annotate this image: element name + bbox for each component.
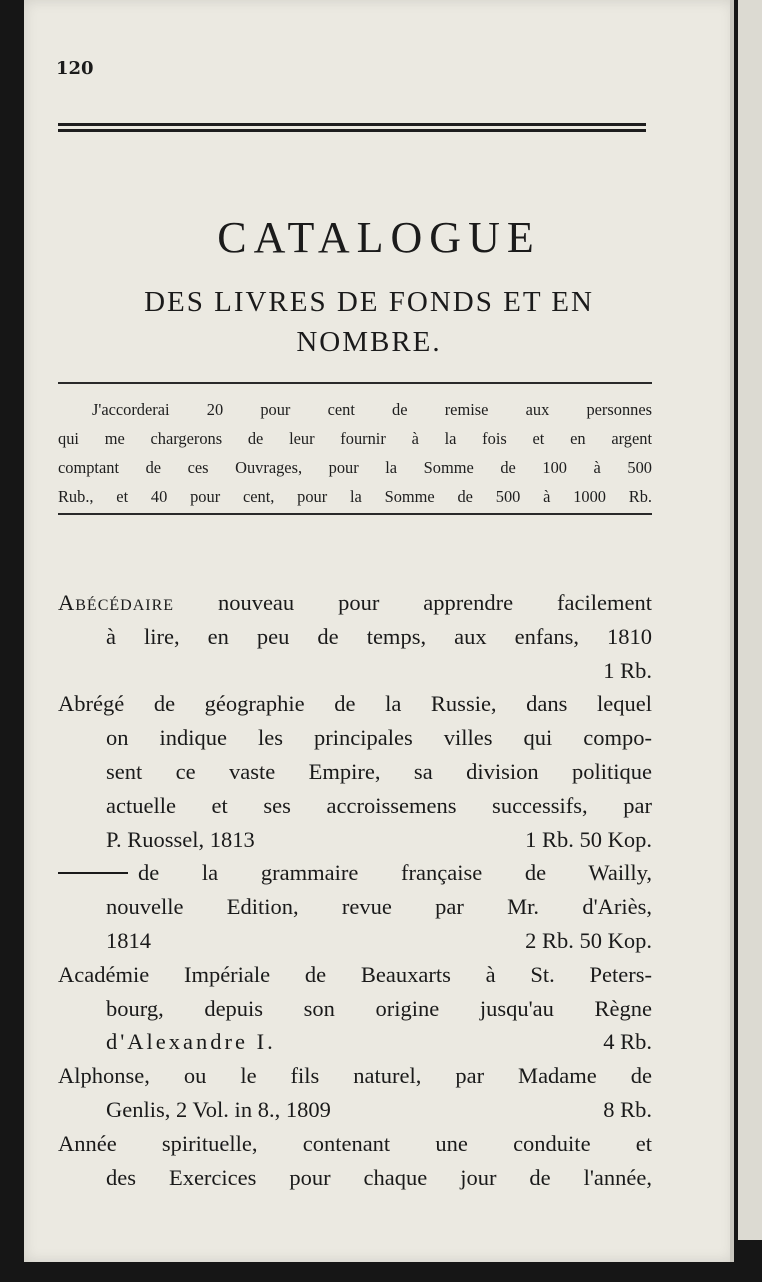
entry-line: bourg, depuis son origine jusqu'au Règne — [106, 995, 652, 1021]
catalogue-subtitle — [54, 282, 684, 362]
notice-line: qui me chargerons de leur fournir à la fois et en argent — [58, 429, 652, 448]
next-page-edge — [738, 0, 762, 1240]
entry-headword: Abécédaire — [58, 590, 175, 615]
discount-notice — [58, 395, 652, 511]
header-double-rule — [58, 123, 646, 132]
entry-first-line: Alphonse, ou le fils naturel, par Madame de — [58, 1063, 652, 1089]
subtitle-line-1: DES LIVRES DE FONDS ET EN — [144, 286, 594, 318]
entry-publication: d'Alexandre I. — [106, 1029, 276, 1055]
page-gutter — [730, 0, 734, 1262]
notice-line: Rub., et 40 pour cent, pour la Somme de 500 à 1000 Rb. — [58, 487, 652, 506]
notice-line: J'accorderai 20 pour cent de remise aux personnes — [92, 400, 652, 419]
catalogue-entry — [58, 1127, 652, 1195]
entry-price: 2 Rb. 50 Kop. — [525, 927, 652, 953]
entry-line: sent ce vaste Empire, sa division politique — [106, 758, 652, 784]
ditto-dash — [58, 872, 128, 874]
entry-first-line: Année spirituelle, contenant une conduite et — [58, 1130, 652, 1156]
entry-line: actuelle et ses accroissemens successifs, par — [106, 792, 652, 818]
catalogue-title: CATALOGUE — [217, 213, 541, 262]
entry-first-line — [58, 586, 652, 620]
entry-publication: P. Ruossel, 1813 — [106, 826, 255, 852]
entry-line: à lire, en peu de temps, aux enfans, 1810 — [106, 623, 652, 649]
entry-first-line — [58, 856, 652, 890]
catalogue-entry — [58, 1059, 652, 1127]
catalogue-entry — [58, 687, 652, 856]
catalogue-entry — [58, 586, 652, 687]
entry-publication: Genlis, 2 Vol. in 8., 1809 — [106, 1096, 331, 1122]
page-number: 120 — [56, 58, 94, 79]
entry-price: 4 Rb. — [603, 1029, 652, 1055]
entry-last-line — [58, 924, 652, 958]
entry-first-line: Académie Impériale de Beauxarts à St. Peters- — [58, 961, 652, 987]
entry-title-text: nouveau pour apprendre facilement — [217, 590, 652, 615]
entry-first-line: Abrégé de géographie de la Russie, dans lequel — [58, 691, 652, 717]
entry-price: 1 Rb. — [603, 657, 652, 683]
catalogue-entries — [58, 586, 652, 1194]
catalogue-entry — [58, 856, 652, 957]
entry-line: nouvelle Edition, revue par Mr. d'Ariès, — [106, 894, 652, 920]
entry-price: 8 Rb. — [603, 1096, 652, 1122]
entry-last-line — [58, 823, 652, 857]
entry-publication: 1814 — [106, 927, 151, 953]
subtitle-line-2: NOMBRE. — [296, 326, 442, 358]
catalogue-page — [24, 0, 734, 1262]
notice-line: comptant de ces Ouvrages, pour la Somme de 100 à 500 — [58, 458, 652, 477]
catalogue-entry — [58, 958, 652, 1059]
entry-last-line — [58, 1093, 652, 1127]
entry-last-line — [58, 1025, 652, 1059]
notice-bottom-rule — [58, 513, 652, 515]
entry-price: 1 Rb. 50 Kop. — [525, 826, 652, 852]
notice-top-rule — [58, 382, 652, 384]
entry-line: des Exercices pour chaque jour de l'année, — [106, 1164, 652, 1190]
entry-title-text: de la grammaire française de Wailly, — [138, 860, 652, 886]
entry-line: on indique les principales villes qui compo- — [106, 725, 652, 751]
